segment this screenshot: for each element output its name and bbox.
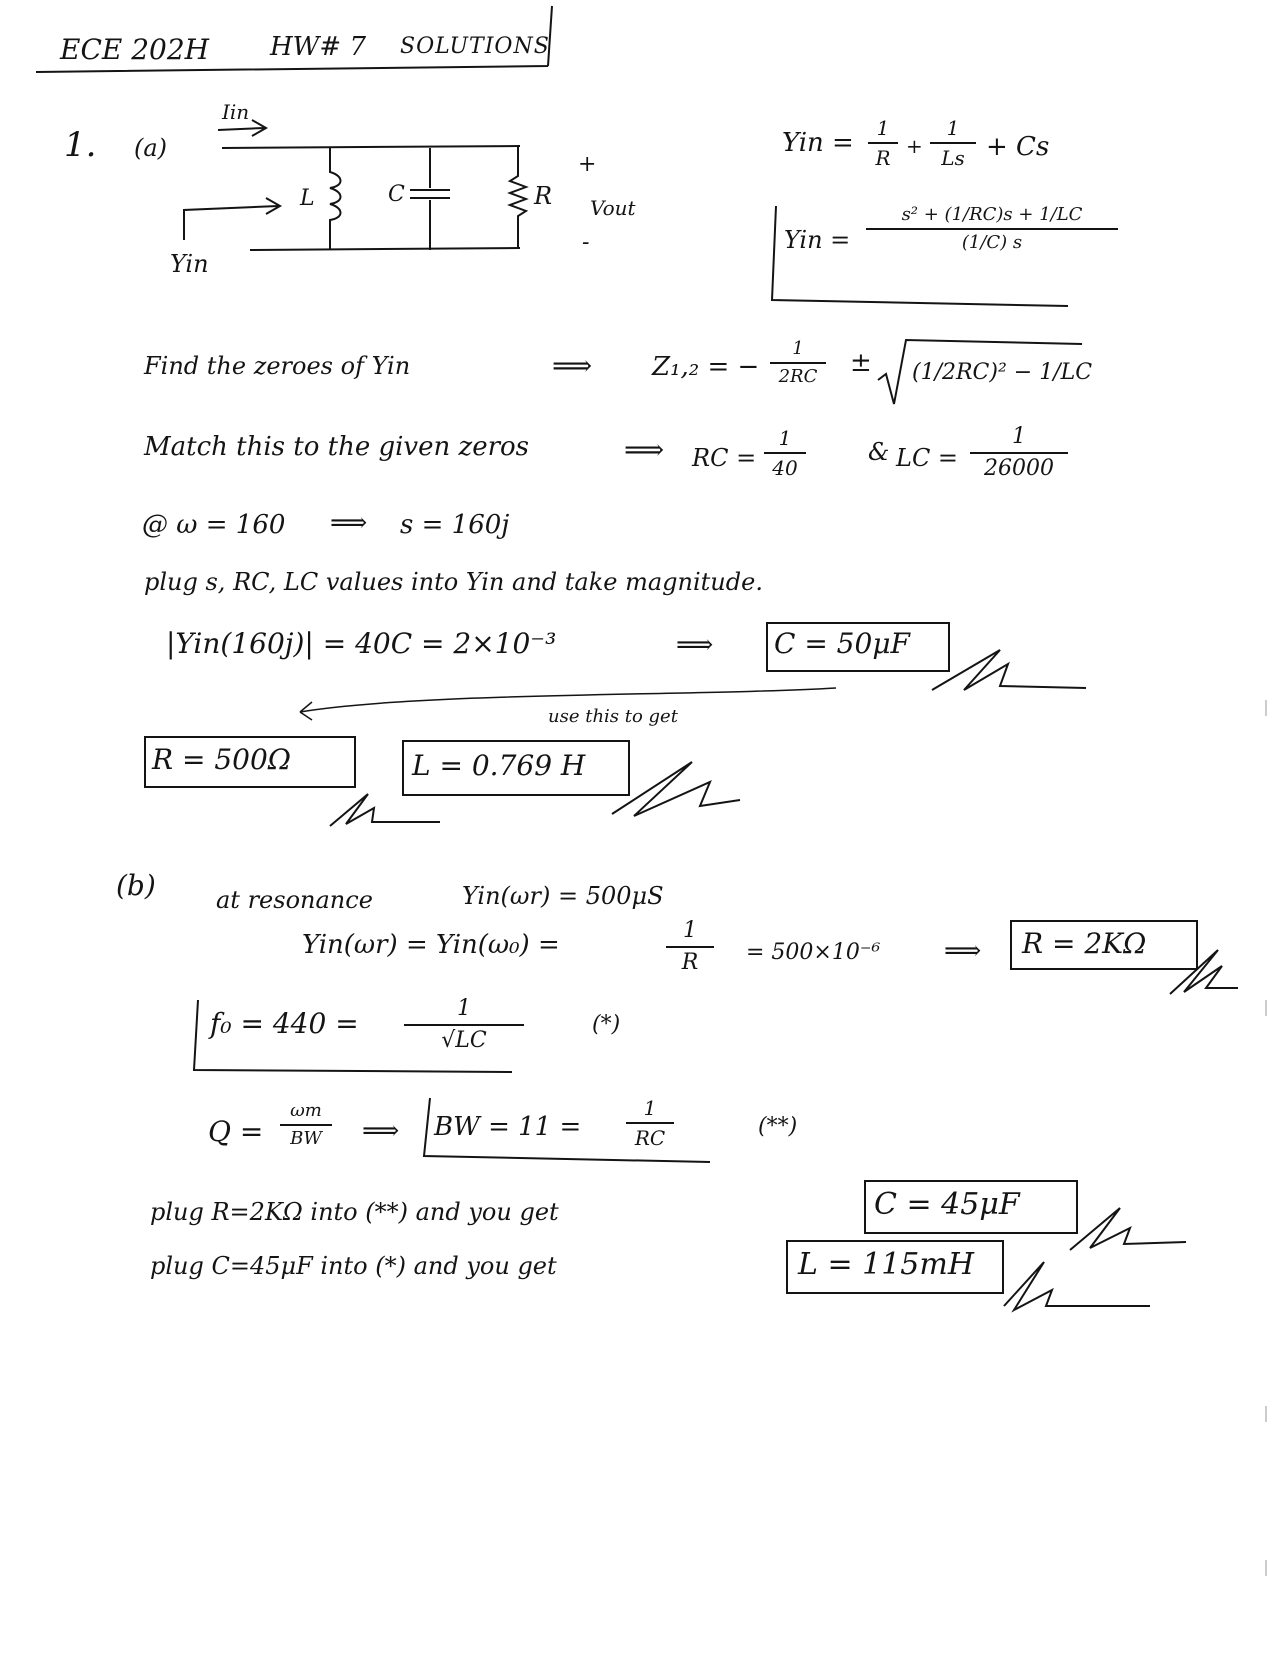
circuit-inductor-label: L: [300, 186, 315, 211]
circuit-minus: -: [582, 230, 590, 255]
part-b-label: (b): [116, 869, 156, 902]
zeros-f1-num: 1: [792, 338, 804, 359]
bw-num: 1: [643, 1096, 657, 1120]
circuit-resistor-label: R: [534, 182, 553, 210]
star-two: (**): [758, 1114, 798, 1139]
match-text: Match this to the given zeros: [144, 432, 530, 462]
q-arrow: ⟹: [362, 1116, 400, 1146]
f0-num: 1: [457, 996, 471, 1021]
f0-lhs: f₀ = 440 =: [210, 1007, 359, 1040]
s-value: s = 160j: [400, 510, 510, 540]
magnitude-arrow: ⟹: [676, 630, 714, 660]
problem-number: 1.: [64, 125, 97, 165]
zeros-text: Find the zeroes of Yin: [144, 352, 411, 380]
circuit-current-label: Iin: [222, 100, 250, 124]
header-course: ECE 202H: [60, 33, 210, 66]
c-result-b: C = 45μF: [874, 1187, 1020, 1222]
lc-den: 26000: [984, 456, 1054, 481]
yin-sum-lhs: Yin =: [782, 128, 854, 158]
lc-num: 1: [1012, 424, 1026, 449]
and-symbol: &: [868, 438, 890, 466]
yin-boxed-den: (1/C) s: [961, 232, 1023, 253]
q-lhs: Q =: [208, 1115, 264, 1148]
resonance-text: at resonance: [216, 886, 373, 914]
rc-den: 40: [772, 456, 798, 480]
r-result-a: R = 500Ω: [152, 743, 292, 776]
rc-lhs: RC =: [692, 444, 757, 472]
magnitude-eq: |Yin(160j)| = 40C = 2×10⁻³: [166, 627, 557, 660]
header-title: SOLUTIONS: [400, 34, 550, 59]
zeros-sqrt-body: (1/2RC)² − 1/LC: [912, 360, 1093, 385]
eq2-den: R: [681, 950, 699, 975]
yin-sum-term1-den: R: [875, 146, 891, 170]
resonance-eq: Yin(ωr) = 500μS: [462, 882, 664, 910]
lc-lhs: LC =: [896, 444, 959, 472]
zeros-arrow: ⟹: [552, 349, 593, 382]
plug-text: plug s, RC, LC values into Yin and take magnitude.: [144, 568, 763, 596]
eq2-arrow: ⟹: [944, 936, 982, 966]
at-omega-arrow: ⟹: [330, 508, 368, 538]
yin-sum-term2-den: Ls: [941, 146, 965, 170]
c-result-a: C = 50μF: [774, 627, 910, 660]
l-result-a: L = 0.769 H: [412, 749, 586, 782]
use-this-note: use this to get: [548, 706, 678, 727]
part-a-label: (a): [134, 134, 168, 162]
yin-sum-plus: +: [906, 134, 923, 158]
plug-line-one: plug R=2KΩ into (**) and you get: [150, 1198, 559, 1226]
yin-sum-term2-num: 1: [946, 116, 960, 140]
zeros-f1-den: 2RC: [778, 366, 818, 387]
match-arrow: ⟹: [624, 433, 665, 466]
eq2-lhs: Yin(ωr) = Yin(ω₀) =: [302, 930, 560, 960]
at-omega: @ ω = 160: [142, 510, 286, 540]
circuit-vout: Vout: [590, 196, 636, 220]
r-result-b: R = 2KΩ: [1022, 927, 1147, 960]
q-den: BW: [290, 1128, 322, 1149]
zeros-plus-minus: ±: [850, 348, 872, 378]
plug-line-two: plug C=45μF into (*) and you get: [150, 1252, 557, 1280]
star-one: (*): [592, 1012, 621, 1037]
zeros-eq: Z₁,₂ = −: [652, 352, 760, 382]
l-result-b: L = 115mH: [798, 1247, 975, 1282]
circuit-capacitor-label: C: [388, 182, 405, 207]
yin-sum-term3: + Cs: [986, 132, 1050, 162]
header-assignment: HW# 7: [270, 32, 366, 62]
yin-sum-term1-num: 1: [876, 116, 890, 140]
q-num: ωm: [290, 1100, 322, 1121]
circuit-input-label: Yin: [170, 250, 209, 278]
f0-den: √LC: [441, 1028, 487, 1053]
rc-num: 1: [778, 426, 792, 450]
circuit-plus: +: [578, 152, 597, 177]
bw-den: RC: [634, 1126, 666, 1150]
bw-eq: BW = 11 =: [434, 1112, 582, 1142]
yin-boxed-lhs: Yin =: [784, 226, 851, 254]
eq2-rhs: = 500×10⁻⁶: [746, 940, 881, 965]
yin-boxed-num: s² + (1/RC)s + 1/LC: [901, 204, 1083, 225]
eq2-num: 1: [683, 918, 697, 943]
